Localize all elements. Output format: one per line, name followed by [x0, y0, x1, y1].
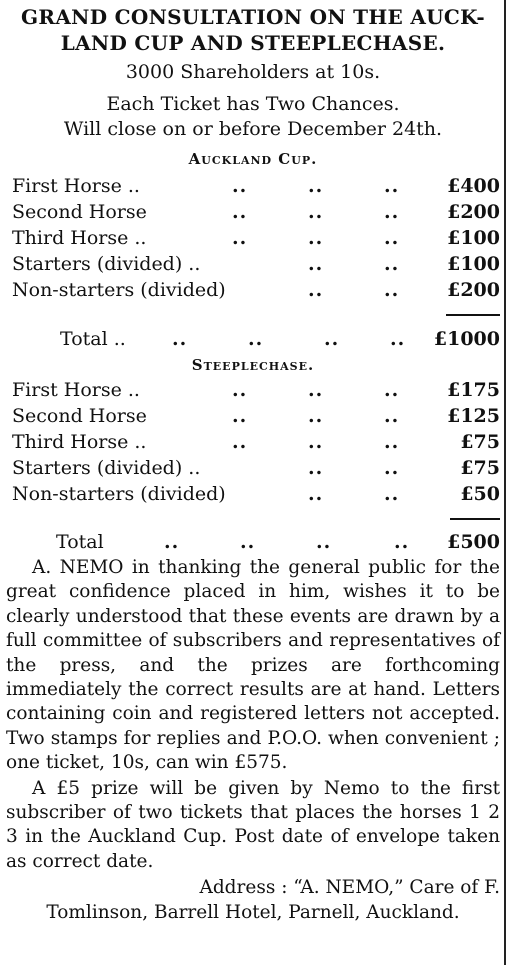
prize-amount: £200 — [447, 279, 500, 301]
prize-amount: £100 — [447, 253, 500, 275]
prize-amount: £100 — [447, 227, 500, 249]
leader-dots: .. — [172, 328, 188, 350]
leader-dots: .. — [308, 431, 324, 453]
notice-paragraph: A. NEMO in thanking the general public for the great confidence placed in him, wishes it to be clearly understood that these events are drawn by a full committee of subscribers and representatives of the press, and the prizes are forthcoming immediately the correct results are at hand. Letters containing coin and registered letters not accepted. Two stamps for replies and P.O.O. when convenient ; one ticket, 10s, can win £575. — [6, 557, 500, 774]
leader-dots: .. — [248, 328, 264, 350]
title-line-2: LAND CUP AND STEEPLECHASE. — [60, 31, 446, 55]
total-amount: £500 — [447, 531, 500, 553]
leader-dots: .. — [384, 175, 400, 197]
leader-dots: .. — [308, 483, 324, 505]
notice-body — [6, 556, 500, 925]
leader-dots: .. — [164, 531, 180, 553]
prize-row — [12, 174, 500, 199]
leader-dots: .. — [316, 531, 332, 553]
prize-row — [12, 226, 500, 251]
leader-dots: .. — [232, 175, 248, 197]
address-line: Tomlinson, Barrell Hotel, Parnell, Auckland. — [46, 901, 460, 923]
leader-dots: .. — [232, 431, 248, 453]
prize-row — [12, 252, 500, 277]
leader-dots: .. — [384, 405, 400, 427]
total-rule — [446, 314, 500, 316]
steeplechase-heading: Steeplechase. — [191, 356, 315, 374]
leader-dots: .. — [232, 405, 248, 427]
prize-label: Second Horse — [12, 405, 147, 427]
prize-row — [12, 378, 500, 403]
prize-label: Second Horse — [12, 201, 147, 223]
leader-dots: .. — [308, 279, 324, 301]
leader-dots: .. — [308, 175, 324, 197]
shareholders-line: 3000 Shareholders at 10s. — [125, 61, 381, 83]
prize-row — [12, 404, 500, 429]
leader-dots: .. — [384, 227, 400, 249]
prize-paragraph: A £5 prize will be given by Nemo to the first subscriber of two tickets that places the horses 1 2 3 in the Auckland Cup. Post date of envelope taken as correct date. — [6, 777, 500, 872]
leader-dots: .. — [324, 328, 340, 350]
leader-dots: .. — [232, 201, 248, 223]
prize-amount: £50 — [460, 483, 500, 505]
prize-label: Non-starters (divided) — [12, 483, 226, 505]
prize-amount: £400 — [447, 175, 500, 197]
prize-row — [12, 430, 500, 455]
prize-row — [12, 456, 500, 481]
leader-dots: .. — [384, 253, 400, 275]
prize-label: Third Horse .. — [12, 227, 147, 249]
chances-line: Each Ticket has Two Chances. — [106, 93, 400, 115]
title-line-1: GRAND CONSULTATION ON THE AUCK- — [21, 5, 485, 29]
prize-amount: £175 — [447, 379, 500, 401]
leader-dots: .. — [232, 227, 248, 249]
prize-label: Starters (divided) .. — [12, 457, 201, 479]
leader-dots: .. — [308, 227, 324, 249]
leader-dots: .. — [384, 201, 400, 223]
prize-amount: £75 — [460, 457, 500, 479]
leader-dots: .. — [384, 457, 400, 479]
auckland-cup-heading: Auckland Cup. — [188, 150, 318, 168]
total-rule — [450, 518, 500, 520]
address-line: Address : “A. NEMO,” Care of F. — [199, 877, 500, 899]
leader-dots: .. — [394, 531, 410, 553]
prize-row — [12, 200, 500, 225]
prize-label: Non-starters (divided) — [12, 279, 226, 301]
leader-dots: .. — [308, 457, 324, 479]
total-row — [60, 327, 500, 352]
prize-label: First Horse .. — [12, 175, 140, 197]
leader-dots: .. — [384, 483, 400, 505]
leader-dots: .. — [384, 431, 400, 453]
prize-label: First Horse .. — [12, 379, 140, 401]
prize-amount: £75 — [460, 431, 500, 453]
total-label: Total .. — [60, 328, 126, 350]
prize-row — [12, 278, 500, 303]
leader-dots: .. — [308, 405, 324, 427]
leader-dots: .. — [390, 328, 406, 350]
total-row — [56, 530, 500, 555]
leader-dots: .. — [384, 279, 400, 301]
advert-title — [6, 4, 500, 56]
close-date-line: Will close on or before December 24th. — [63, 118, 443, 140]
prize-label: Third Horse .. — [12, 431, 147, 453]
prize-amount: £200 — [447, 201, 500, 223]
leader-dots: .. — [308, 201, 324, 223]
prize-label: Starters (divided) .. — [12, 253, 201, 275]
total-label: Total — [56, 531, 104, 553]
leader-dots: .. — [384, 379, 400, 401]
leader-dots: .. — [308, 379, 324, 401]
prize-amount: £125 — [447, 405, 500, 427]
prize-row — [12, 482, 500, 507]
leader-dots: .. — [308, 253, 324, 275]
leader-dots: .. — [240, 531, 256, 553]
total-amount: £1000 — [433, 328, 500, 350]
leader-dots: .. — [232, 379, 248, 401]
